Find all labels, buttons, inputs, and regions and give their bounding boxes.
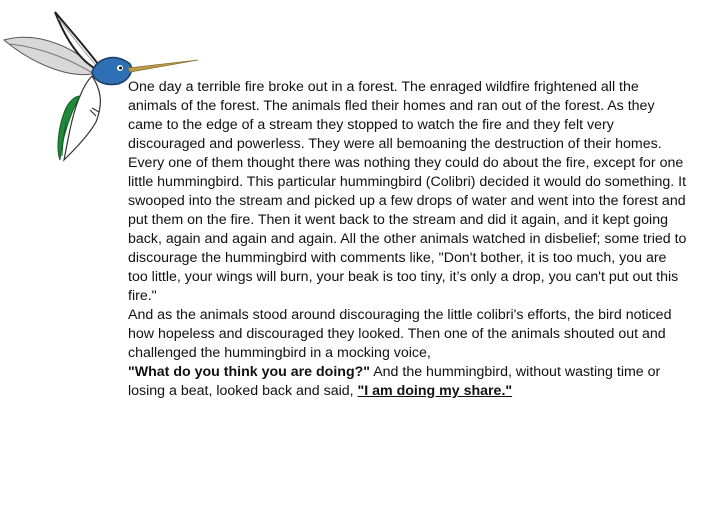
hummingbird-answer: "I am doing my share." [357,383,513,399]
story-paragraph-2 [128,306,688,363]
story-text [128,78,688,401]
hummingbird-head [92,58,132,85]
story-paragraph-2-text: And as the animals stood around discouraging the little colibri's efforts, the bird noticed how hopeless and discouraged they looked. Then one of the animals shouted out and challenged the hummingbird in a mocking voice, [128,307,672,361]
response-lead: And the hummingbird, without wasting time or losing a beat, looked back and said, [128,364,661,399]
hummingbird-beak [128,60,198,72]
story-paragraph-1: One day a terrible fire broke out in a forest. The enraged wildfire frightened all the animals of the forest. The animals fled their homes and ran out of the forest. As they came to the edge of a stream they stopped to watch the fire and they felt very discouraged and powerless. They were all bemoaning the destruction of their homes. Every one of them thought there was nothing they could do about the fire, except for one little hummingbird. This particular hummingbird (Colibri) decided it would do something. It swooped into the stream and picked up a few drops of water and went into the forest and put them on the fire. Then it went back to the stream and did it again, and it kept going back, again and again and again. All the other animals watched in disbelief; some tried to discourage the hummingbird with comments like, "Don't bother, it is too much, you are too little, your wings will burn, your beak is too tiny, it’s only a drop, you can't put out this fire." [128,79,687,304]
mocking-question: "What do you think you are doing?" [128,364,371,380]
story-closing [128,363,688,401]
